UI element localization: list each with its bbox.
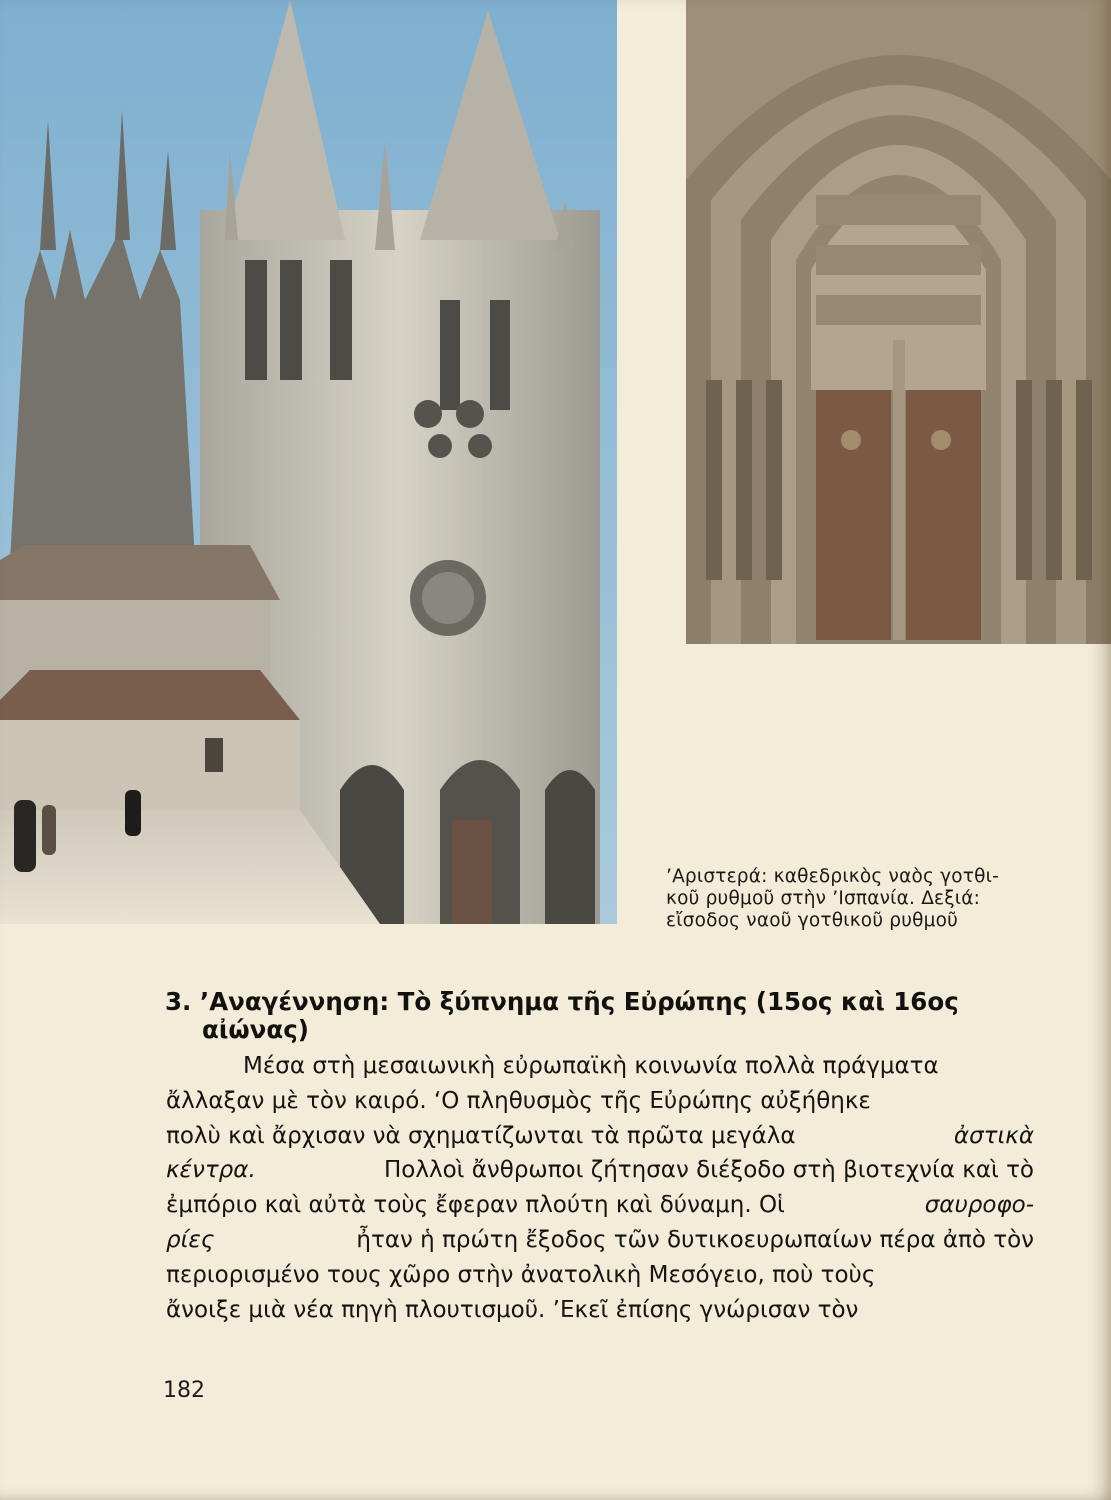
section-heading xyxy=(165,988,1045,1044)
paragraph-line xyxy=(166,1188,1034,1223)
emphasis-text: κέντρα. xyxy=(166,1157,256,1184)
section-heading-line: αἰώνας) xyxy=(202,1015,309,1044)
emphasis-text: ἀστικὰ xyxy=(953,1122,1034,1149)
paragraph-line xyxy=(166,1258,1034,1293)
caption-line: ’Αριστερά: καθεδρικὸς ναὸς γοτθι- xyxy=(666,866,999,887)
paragraph-text: ἄνοιξε μιὰ νέα πηγὴ πλουτισμοῦ. ’Εκεῖ ἐπίσης γνώρισαν τὸν xyxy=(166,1296,859,1323)
body-paragraph xyxy=(166,1049,1034,1327)
paragraph-text: ἦταν ἡ πρώτη ἔξοδος τῶν δυτικοευρωπαίων πέρα ἀπὸ τὸν xyxy=(356,1226,1034,1253)
section-heading-line: 3. ’Αναγέννηση: Τὸ ξύπνημα τῆς Εὐρώπης (15ος καὶ 16ος xyxy=(165,987,959,1016)
paragraph-text: Πολλοὶ ἄνθρωποι ζήτησαν διέξοδο στὴ βιοτεχνία καὶ τὸ xyxy=(384,1157,1034,1184)
paragraph-line xyxy=(166,1293,1034,1328)
caption-line: εἴσοδος ναοῦ γοτθικοῦ ρυθμοῦ xyxy=(666,910,959,931)
paragraph-line xyxy=(166,1084,1034,1119)
emphasis-text: ρίες xyxy=(166,1226,215,1253)
paragraph-line xyxy=(166,1153,1034,1188)
page-number: 182 xyxy=(163,1378,205,1403)
gothic-cathedral-spain-photo xyxy=(0,0,617,924)
paragraph-line xyxy=(166,1049,1034,1084)
gothic-church-entrance-photo xyxy=(686,0,1111,644)
caption-line: κοῦ ρυθμοῦ στὴν ’Ισπανία. Δεξιά: xyxy=(666,888,981,909)
paragraph-text: ἄλλαξαν μὲ τὸν καιρό. ‘Ο πληθυσμὸς τῆς Εὐρώπης αὐξήθηκε xyxy=(166,1087,871,1114)
photo-caption xyxy=(666,866,1046,932)
paragraph-text: περιορισμένο τους χῶρο στὴν ἀνατολικὴ Μεσόγειο, ποὺ τοὺς xyxy=(166,1261,876,1288)
paragraph-text: πολὺ καὶ ἄρχισαν νὰ σχηματίζωνται τὰ πρῶτα μεγάλα xyxy=(166,1122,796,1149)
paragraph-line xyxy=(166,1119,1034,1154)
paragraph-text: Μέσα στὴ μεσαιωνικὴ εὐρωπαϊκὴ κοινωνία πολλὰ πράγματα xyxy=(243,1053,939,1079)
paragraph-line xyxy=(166,1223,1034,1258)
paragraph-text: ἐμπόριο καὶ αὐτὰ τοὺς ἔφεραν πλούτη καὶ δύναμη. Οἱ xyxy=(166,1192,785,1219)
emphasis-text: σαυροφο- xyxy=(924,1192,1034,1219)
